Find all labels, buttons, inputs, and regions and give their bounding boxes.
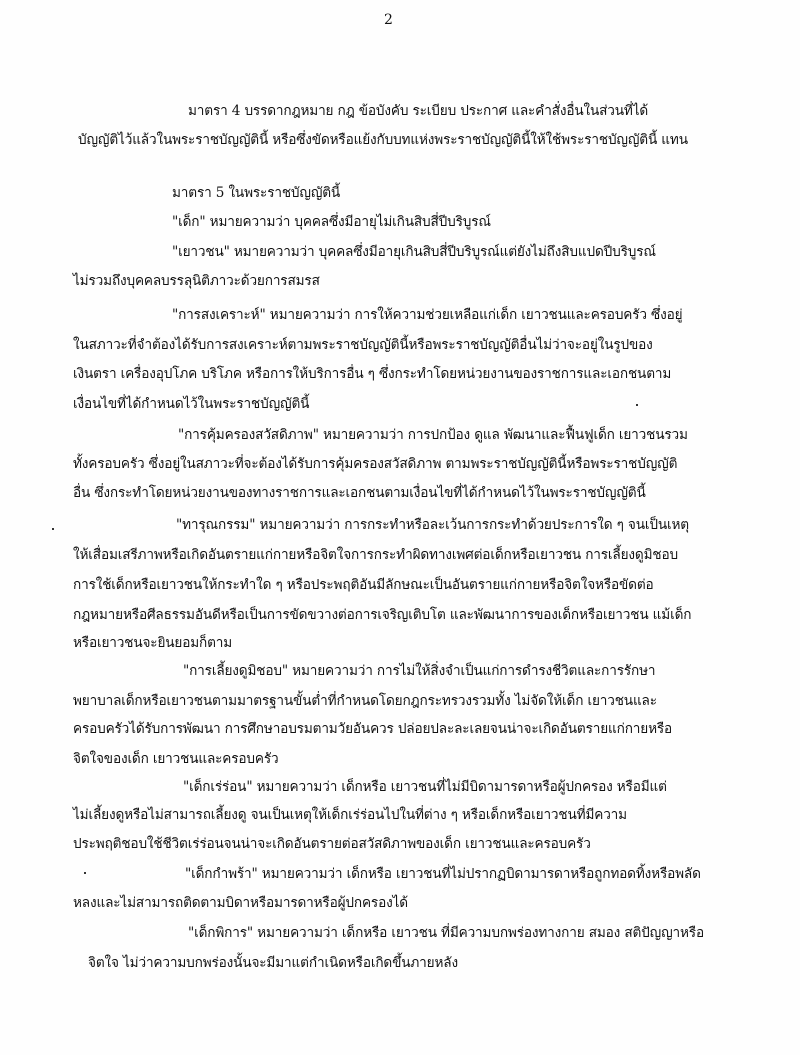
definition-homeless-line3: ประพฤติชอบใช้ชีวิตเร่ร่อนจนน่าจะเกิดอันตรายต่อสวัสดิภาพของเด็ก เยาวชนและครอบครัว	[73, 836, 591, 852]
definition-homeless-line2: ไม่เลี้ยงดูหรือไม่สามารถเลี้ยงดู จนเป็นเหตุให้เด็กเร่ร่อนไปในที่ต่าง ๆ หรือเด็กหรือเยาวชนที่มีความ	[73, 807, 627, 823]
definition-youth-line1: "เยาวชน" หมายความว่า บุคคลซึ่งมีอายุเกินสิบสี่ปีบริบูรณ์แต่ยังไม่ถึงสิบแปดปีบริบูรณ์	[172, 244, 656, 260]
definition-welfare-line3: เงินตรา เครื่องอุปโภค บริโภค หรือการให้บริการอื่น ๆ ซึ่งกระทำโดยหน่วยงานของราชการและเอกชนตาม	[73, 366, 672, 382]
definition-disabled-line1: "เด็กพิการ" หมายความว่า เด็กหรือ เยาวชน ที่มีความบกพร่องทางกาย สมอง สติปัญญาหรือ	[188, 925, 704, 941]
definition-neglect-line1: "การเลี้ยงดูมิชอบ" หมายความว่า การไม่ให้สิ่งจำเป็นแก่การดำรงชีวิตและการรักษา	[183, 663, 656, 679]
definition-orphan-line1: "เด็กกำพร้า" หมายความว่า เด็กหรือ เยาวชนที่ไม่ปรากฏบิดามารดาหรือถูกทอดทิ้งหรือพลัด	[185, 866, 701, 882]
definition-protection-line2: ทั้งครอบครัว ซึ่งอยู่ในสภาวะที่จะต้องได้รับการคุ้มครองสวัสดิภาพ ตามพระราชบัญญัตินี้หรือพระราชบัญญัติ	[73, 456, 678, 472]
section4-line2: บัญญัติไว้แล้วในพระราชบัญญัตินี้ หรือซึ่งขัดหรือแย้งกับบทแห่งพระราชบัญญัตินี้ให้ใช้พระราชบัญญัตินี้ แทน	[78, 132, 688, 148]
definition-welfare-line4: เงื่อนไขที่ได้กำหนดไว้ในพระราชบัญญัตินี้	[73, 396, 310, 412]
definition-abuse-line4: กฎหมายหรือศีลธรรมอันดีหรือเป็นการขัดขวางต่อการเจริญเติบโต และพัฒนาการของเด็กหรือเยาวชน แม้เด็ก	[73, 607, 692, 623]
scan-speck	[636, 404, 638, 406]
definition-abuse-line3: การใช้เด็กหรือเยาวชนให้กระทำใด ๆ หรือประพฤติอันมีลักษณะเป็นอันตรายแก่กายหรือจิตใจหรือขัดต่อ	[73, 577, 654, 593]
scan-speck	[52, 528, 54, 530]
definition-abuse-line1: "ทารุณกรรม" หมายความว่า การกระทำหรือละเว้นการกระทำด้วยประการใด ๆ จนเป็นเหตุ	[176, 517, 689, 533]
definition-welfare-line2: ในสภาวะที่จำต้องได้รับการสงเคราะห์ตามพระราชบัญญัตินี้หรือพระราชบัญญัติอื่นไม่ว่าจะอยู่ในรูปของ	[73, 337, 653, 353]
definition-abuse-line2: ให้เสื่อมเสรีภาพหรือเกิดอันตรายแก่กายหรือจิตใจการกระทำผิดทางเพศต่อเด็กหรือเยาวชน การเลี้ยงดูมิชอบ	[73, 547, 678, 563]
definition-homeless-line1: "เด็กเร่ร่อน" หมายความว่า เด็กหรือ เยาวชนที่ไม่มีบิดามารดาหรือผู้ปกครอง หรือมีแต่	[183, 779, 667, 795]
definition-abuse-line5: หรือเยาวชนจะยินยอมก็ตาม	[73, 635, 233, 651]
definition-protection-line3: อื่น ซึ่งกระทำโดยหน่วยงานของทางราชการและเอกชนตามเงื่อนไขที่ได้กำหนดไว้ในพระราชบัญญัตินี้	[73, 485, 646, 501]
definition-neglect-line3: ครอบครัวได้รับการพัฒนา การศึกษาอบรมตามวัยอันควร ปล่อยปละละเลยจนน่าจะเกิดอันตรายแก่กายหรือ	[73, 721, 673, 737]
section5-heading: มาตรา 5 ในพระราชบัญญัตินี้	[172, 185, 341, 201]
scan-speck	[84, 872, 86, 874]
definition-protection-line1: "การคุ้มครองสวัสดิภาพ" หมายความว่า การปกป้อง ดูแล พัฒนาและฟื้นฟูเด็ก เยาวชนรวม	[178, 427, 688, 443]
page-number: 2	[384, 12, 393, 28]
definition-youth-line2: ไม่รวมถึงบุคคลบรรลุนิติภาวะด้วยการสมรส	[73, 273, 320, 289]
definition-child: "เด็ก" หมายความว่า บุคคลซึ่งมีอายุไม่เกินสิบสี่ปีบริบูรณ์	[172, 214, 491, 230]
definition-neglect-line4: จิตใจของเด็ก เยาวชนและครอบครัว	[73, 751, 279, 767]
definition-welfare-line1: "การสงเคราะห์" หมายความว่า การให้ความช่วยเหลือแก่เด็ก เยาวชนและครอบครัว ซึ่งอยู่	[172, 307, 683, 323]
section4-line1: มาตรา 4 บรรดากฎหมาย กฎ ข้อบังคับ ระเบียบ ประกาศ และคำสั่งอื่นในส่วนที่ได้	[188, 103, 649, 119]
definition-disabled-line2: จิตใจ ไม่ว่าความบกพร่องนั้นจะมีมาแต่กำเนิดหรือเกิดขึ้นภายหลัง	[88, 955, 458, 971]
definition-orphan-line2: หลงและไม่สามารถติดตามบิดาหรือมารดาหรือผู้ปกครองได้	[73, 895, 408, 911]
definition-neglect-line2: พยาบาลเด็กหรือเยาวชนตามมาตรฐานขั้นต่ำที่กำหนดโดยกฎกระทรวงรวมทั้ง ไม่จัดให้เด็ก เยาวชนและ	[73, 693, 657, 709]
